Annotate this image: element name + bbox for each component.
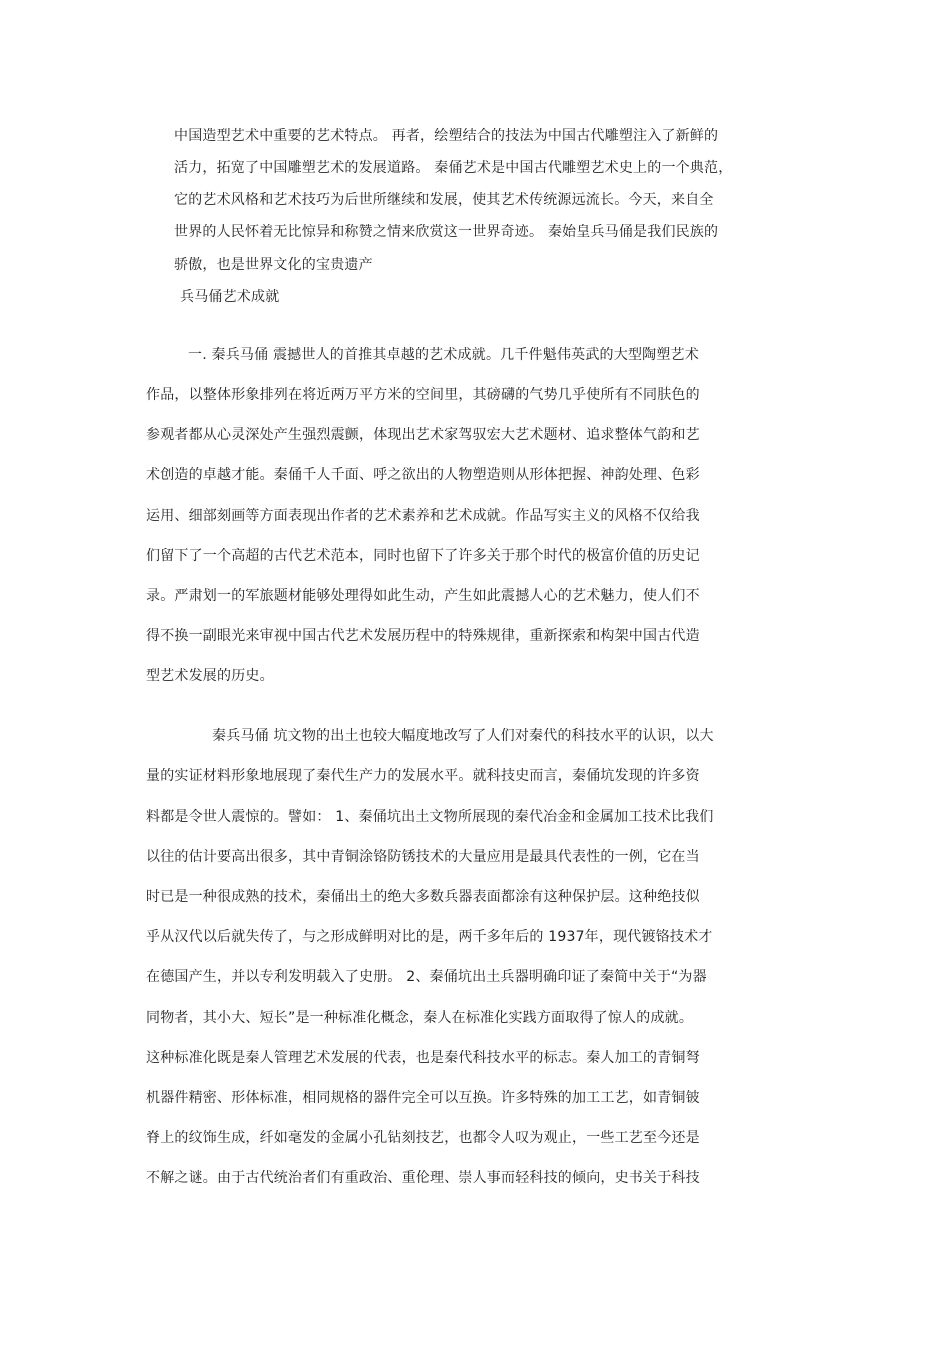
text-line: 世界的人民怀着无比惊异和称赞之情来欣赏这一世界奇迹。 秦始皇兵马俑是我们民族的 — [174, 224, 719, 240]
text-line: 一. 秦兵马俑 震撼世人的首推其卓越的艺术成就。几千件魁伟英武的大型陶塑艺术 — [188, 347, 699, 363]
text-line: 它的艺术风格和艺术技巧为后世所继续和发展，使其艺术传统源远流长。今天，来自全 — [174, 192, 714, 208]
section-heading: 兵马俑艺术成就 — [180, 289, 280, 305]
text-line: 时已是一种很成熟的技术，秦俑出土的绝大多数兵器表面都涂有这种保护层。这种绝技似 — [146, 889, 700, 905]
text-line: 中国造型艺术中重要的艺术特点。 再者，绘塑结合的技法为中国古代雕塑注入了新鲜的 — [174, 128, 719, 144]
text-line: 术创造的卓越才能。秦俑千人千面、呼之欲出的人物塑造则从形体把握、神韵处理、色彩 — [146, 467, 700, 483]
text-line: 型艺术发展的历史。 — [146, 668, 274, 684]
text-line: 脊上的纹饰生成，纤如毫发的金属小孔钻刻技艺，也都令人叹为观止，一些工艺至今还是 — [146, 1130, 700, 1146]
text-line: 这种标准化既是秦人管理艺术发展的代表，也是秦代科技水平的标志。秦人加工的青铜弩 — [146, 1050, 700, 1066]
text-line: 得不换一副眼光来审视中国古代艺术发展历程中的特殊规律，重新探索和构架中国古代造 — [146, 628, 700, 644]
text-line: 秦兵马俑 坑文物的出土也较大幅度地改写了人们对秦代的科技水平的认识，以大 — [212, 728, 714, 744]
text-line: 作品，以整体形象排列在将近两万平方米的空间里，其磅礴的气势几乎使所有不同肤色的 — [146, 387, 700, 403]
text-line: 活力，拓宽了中国雕塑艺术的发展道路。 秦俑艺术是中国古代雕塑艺术史上的一个典范， — [174, 160, 733, 176]
text-line: 骄傲，也是世界文化的宝贵遗产 — [174, 257, 373, 273]
text-line: 乎从汉代以后就失传了，与之形成鲜明对比的是，两千多年后的 1937年，现代镀铬技术才 — [146, 929, 713, 945]
text-line: 以往的估计要高出很多，其中青铜涂铬防锈技术的大量应用是最具代表性的一例，它在当 — [146, 849, 700, 865]
text-line: 机器件精密、形体标准，相同规格的器件完全可以互换。许多特殊的加工工艺，如青铜铍 — [146, 1090, 700, 1106]
text-line: 录。严肃划一的军旅题材能够处理得如此生动，产生如此震撼人心的艺术魅力，使人们不 — [146, 588, 700, 604]
text-line: 同物者，其小大、短长”是一种标准化概念，秦人在标准化实践方面取得了惊人的成就。 — [146, 1010, 694, 1026]
text-line: 不解之谜。由于古代统治者们有重政治、重伦理、崇人事而轻科技的倾向，史书关于科技 — [146, 1170, 700, 1186]
text-line: 参观者都从心灵深处产生强烈震颤，体现出艺术家驾驭宏大艺术题材、追求整体气韵和艺 — [146, 427, 700, 443]
text-line: 们留下了一个高超的古代艺术范本，同时也留下了许多关于那个时代的极富价值的历史记 — [146, 548, 700, 564]
text-line: 量的实证材料形象地展现了秦代生产力的发展水平。就科技史而言，秦俑坑发现的许多资 — [146, 768, 700, 784]
text-line: 在德国产生，并以专利发明载入了史册。 2、秦俑坑出土兵器明确印证了秦简中关于“为器 — [146, 969, 707, 985]
text-line: 运用、细部刻画等方面表现出作者的艺术素养和艺术成就。作品写实主义的风格不仅给我 — [146, 508, 700, 524]
text-line: 料都是令世人震惊的。譬如： 1、秦俑坑出土文物所展现的秦代冶金和金属加工技术比我们 — [146, 809, 714, 825]
